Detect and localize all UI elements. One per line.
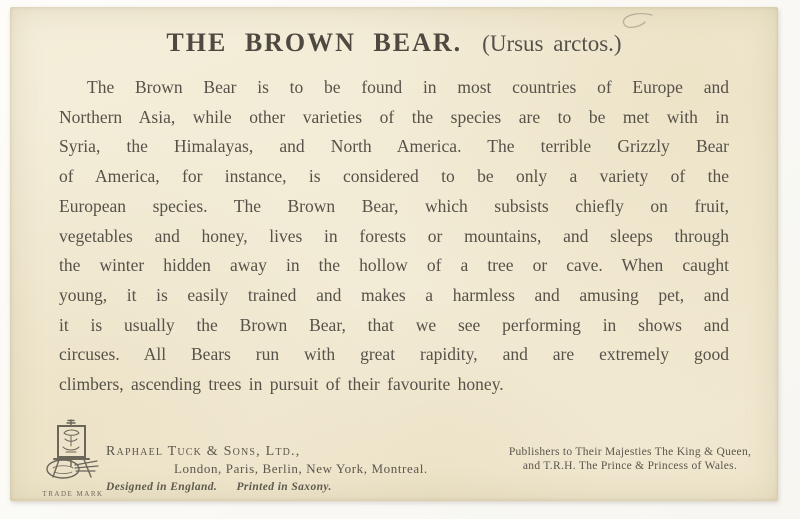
printing-note [106, 481, 428, 493]
postcard-back [10, 7, 778, 501]
royal-line-1: Publishers to Their Majesties The King & Queen, [508, 446, 752, 458]
royal-appointment-block [465, 446, 795, 473]
page-title: THE BROWN BEAR. [166, 28, 463, 57]
pencil-squiggle-mark [608, 8, 660, 34]
printing-note-printed: Printed in Saxony. [236, 481, 332, 493]
latin-name: (Ursus arctos.) [482, 31, 622, 56]
description-paragraph [59, 73, 729, 400]
body-line: it is usually the Brown Bear, that we see performing in shows and [59, 314, 729, 335]
trademark-block [34, 419, 112, 498]
body-line: The Brown Bear is to be found in most countries of Europe and [87, 77, 729, 97]
printing-note-designed: Designed in England. [106, 481, 218, 493]
body-line: Syria, the Himalayas, and North America. The terrible Grizzly Bear [59, 136, 729, 157]
title-row [10, 7, 778, 58]
royal-line-2: and T.R.H. The Prince & Princess of Wales. [522, 459, 738, 472]
body-line: European species. The Brown Bear, which subsists chiefly on fruit, [59, 195, 729, 216]
body-line: climbers, ascending trees in pursuit of their favourite honey. [59, 374, 504, 395]
body-line: vegetables and honey, lives in forests or mountains, and sleeps through [59, 225, 729, 246]
body-line: circuses. All Bears run with great rapidity, and are extremely good [59, 344, 729, 365]
body-line: the winter hidden away in the hollow of a tree or cave. When caught [59, 255, 729, 276]
body-line: of America, for instance, is considered to be only a variety of the [59, 166, 729, 187]
trademark-caption: TRADE MARK [42, 490, 104, 498]
tuck-easel-trademark-icon [41, 419, 105, 485]
body-line: Northern Asia, while other varieties of the species are to be met with in [59, 106, 729, 127]
publisher-cities: London, Paris, Berlin, New York, Montreal. [174, 461, 428, 476]
publisher-name: Raphael Tuck & Sons, Ltd., [106, 444, 301, 459]
publisher-block [106, 444, 428, 493]
body-line: young, it is easily trained and makes a harmless and amusing pet, and [59, 284, 729, 305]
